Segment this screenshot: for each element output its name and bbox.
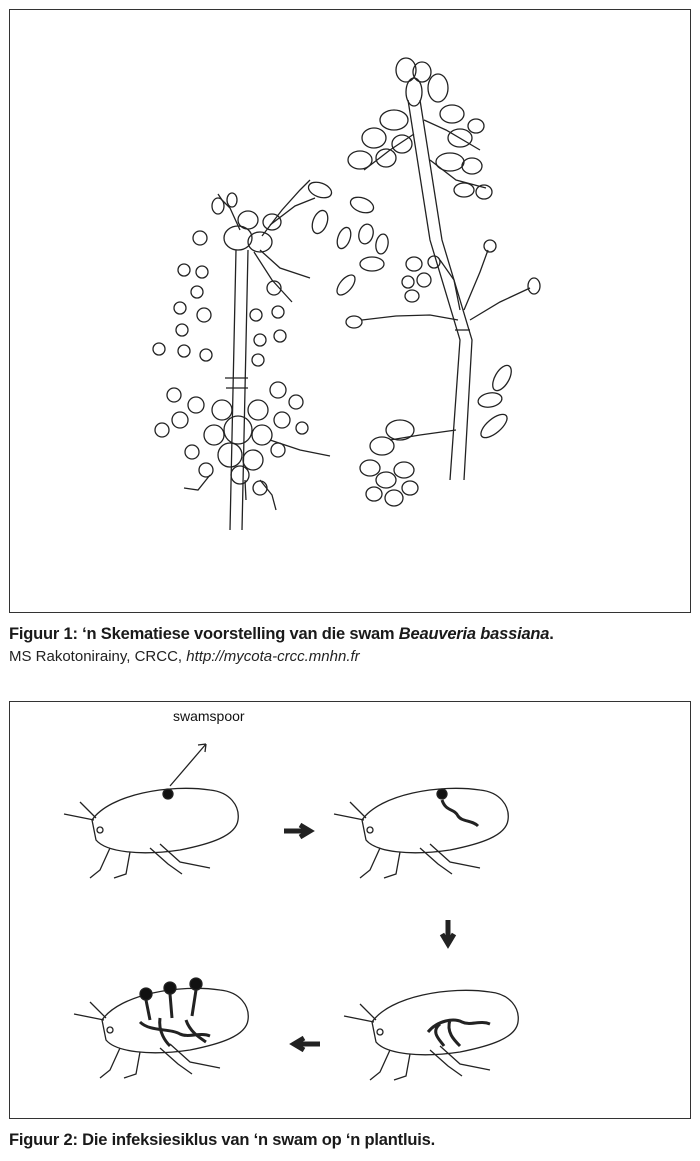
beauveria-fungus-drawing [10, 10, 690, 612]
aphid-stage-4 [74, 978, 248, 1078]
figure-2-frame [9, 701, 691, 1119]
credit-url: http://mycota-crcc.mnhn.fr [186, 648, 360, 665]
arrow-right [284, 825, 310, 837]
arrow-down [442, 920, 454, 944]
aphid-stage-1 [64, 788, 238, 878]
infection-cycle-drawing [10, 702, 690, 1118]
figure-2-caption: Figuur 2: Die infeksiesiklus van ‘n swam op ‘n plantluis. [9, 1131, 435, 1149]
figure-1-frame [9, 9, 691, 613]
arrow-left [294, 1038, 320, 1050]
figure-1-credit: MS Rakotonirainy, CRCC, http://mycota-crcc.mnhn.fr [9, 648, 360, 665]
aphid-stage-3 [344, 990, 518, 1080]
aphid-stage-2 [334, 788, 508, 878]
spore-pointer-arrow [170, 744, 206, 786]
left-conidiophore [155, 180, 330, 530]
figure-1-caption: Figuur 1: ‘n Skematiese voorstelling van die swam Beauveria bassiana. [9, 625, 554, 643]
spore-label: swamspoor [173, 708, 245, 724]
right-conidiophore [346, 58, 540, 506]
spores-right [306, 179, 515, 441]
